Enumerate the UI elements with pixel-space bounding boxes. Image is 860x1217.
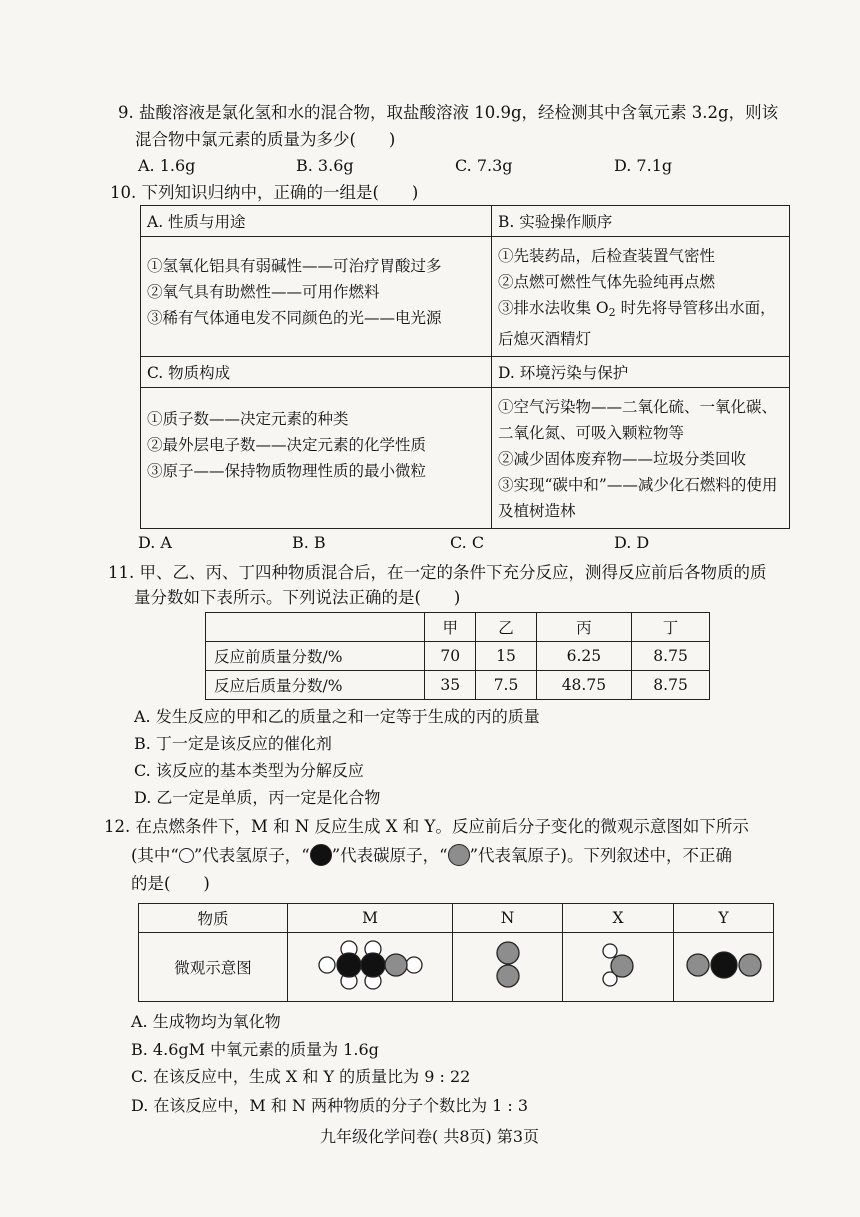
cell-a-head: A. 性质与用途 <box>141 206 492 237</box>
d-line-3: ③实现“碳中和”——减少化石燃料的使用及植树造林 <box>498 476 778 520</box>
row-label: 反应后质量分数/% <box>206 671 425 700</box>
c-line-1: ①质子数——决定元素的种类 <box>147 410 349 428</box>
table-cell: 35 <box>425 671 476 700</box>
q10-option-c: C. C <box>450 533 485 552</box>
table-cell: 6.25 <box>536 642 632 671</box>
table-cell: 48.75 <box>536 671 632 700</box>
q10-stem: 10. 下列知识归纳中，正确的一组是( ) <box>110 183 419 202</box>
header-y: Y <box>674 904 774 933</box>
hydrogen-atom-icon <box>179 848 194 863</box>
carbon-atom-icon <box>310 844 332 866</box>
header-jia: 甲 <box>425 613 476 642</box>
header-empty <box>206 613 425 642</box>
q11-option-c: C. 该反应的基本类型为分解反应 <box>134 761 364 780</box>
b-line-3: ③排水法收集 $O_2$ 时先将导管移出水面，后熄灭酒精灯 <box>498 299 776 348</box>
cell-d-head: D. 环境污染与保护 <box>492 357 790 388</box>
c-line-3: ③原子——保持物质物理性质的最小微粒 <box>147 462 427 480</box>
q11-option-a: A. 发生反应的甲和乙的质量之和一定等于生成的丙的质量 <box>134 707 540 726</box>
table-header-row <box>139 904 774 933</box>
cell-c-head: C. 物质构成 <box>141 357 492 388</box>
cell-b-head: B. 实验操作顺序 <box>492 206 790 237</box>
molecule-n-icon <box>453 933 563 1002</box>
b-line-2: ②点燃可燃性气体先验纯再点燃 <box>498 273 716 291</box>
cell-b-body <box>492 237 790 357</box>
q11-option-b: B. 丁一定是该反应的催化剂 <box>134 734 332 753</box>
cell-a-body <box>141 237 492 357</box>
q12-molecule-table <box>138 903 774 1002</box>
q9-option-c: C. 7.3g <box>455 156 513 175</box>
d-line-2: ②减少固体废弃物——垃圾分类回收 <box>498 450 747 468</box>
q11-option-d: D. 乙一定是单质，丙一定是化合物 <box>134 788 381 807</box>
q11-line2: 量分数如下表所示。下列说法正确的是( ) <box>134 588 461 607</box>
q11-line1: 11. 甲、乙、丙、丁四种物质混合后，在一定的条件下充分反应，测得反应前后各物质的质 <box>108 563 767 582</box>
q12-line3: 的是( ) <box>131 874 210 893</box>
table-cell: 70 <box>425 642 476 671</box>
q12-line1: 12. 在点燃条件下，M 和 N 反应生成 X 和 Y。反应前后分子变化的微观示意图如下所示 <box>104 817 749 836</box>
q12-line2: (其中“ ”代表氢原子，“ ”代表碳原子，“ ”代表氧原子)。下列叙述中，不正确 <box>131 846 732 865</box>
q10-option-d: D. D <box>614 533 650 552</box>
q9-option-b: B. 3.6g <box>296 156 354 175</box>
header-ding: 丁 <box>632 613 710 642</box>
q11-mass-fraction-table <box>205 612 710 700</box>
b-line-1: ①先装药品，后检查装置气密性 <box>498 247 716 265</box>
a-line-3: ③稀有气体通电发不同颜色的光——电光源 <box>147 309 442 327</box>
table-row <box>139 933 774 1002</box>
q12-option-b: B. 4.6gM 中氧元素的质量为 1.6g <box>131 1040 379 1059</box>
q12-option-d: D. 在该反应中，M 和 N 两种物质的分子个数比为 1 : 3 <box>131 1096 529 1115</box>
table-cell: 8.75 <box>632 671 710 700</box>
row-label: 微观示意图 <box>139 933 288 1002</box>
q10-knowledge-table <box>140 205 790 529</box>
molecule-x-icon <box>563 933 674 1002</box>
molecule-m-icon <box>288 933 453 1002</box>
table-cell: 8.75 <box>632 642 710 671</box>
header-yi: 乙 <box>476 613 536 642</box>
cell-d-body <box>492 388 790 529</box>
q9-option-d: D. 7.1g <box>614 156 673 175</box>
q10-option-b: B. B <box>292 533 326 552</box>
table-cell: 7.5 <box>476 671 536 700</box>
q12-option-a: A. 生成物均为氧化物 <box>131 1012 281 1031</box>
d-line-1: ①空气污染物——二氧化硫、一氧化碳、二氧化氮、可吸入颗粒物等 <box>498 398 778 442</box>
header-m: M <box>288 904 453 933</box>
header-x: X <box>563 904 674 933</box>
header-substance: 物质 <box>139 904 288 933</box>
q10-option-a: D. A <box>138 533 172 552</box>
q9-line1: 9. 盐酸溶液是氯化氢和水的混合物，取盐酸溶液 10.9g，经检测其中含氧元素 3.2g，则该 <box>118 103 779 122</box>
table-row <box>206 642 710 671</box>
page-footer: 九年级化学问卷( 共8页) 第3页 <box>320 1127 540 1146</box>
header-bing: 丙 <box>536 613 632 642</box>
a-line-1: ①氢氧化铝具有弱碱性——可治疗胃酸过多 <box>147 257 442 275</box>
q9-line2: 混合物中氯元素的质量为多少( ) <box>135 130 396 149</box>
c-line-2: ②最外层电子数——决定元素的化学性质 <box>147 436 427 454</box>
q12-option-c: C. 在该反应中，生成 X 和 Y 的质量比为 9 : 22 <box>131 1067 471 1086</box>
row-label: 反应前质量分数/% <box>206 642 425 671</box>
q9-option-a: A. 1.6g <box>138 156 196 175</box>
table-row <box>206 671 710 700</box>
molecule-y-icon <box>674 933 774 1002</box>
a-line-2: ②氧气具有助燃性——可用作燃料 <box>147 283 380 301</box>
oxygen-atom-icon <box>448 844 470 866</box>
cell-c-body <box>141 388 492 529</box>
table-header-row <box>206 613 710 642</box>
table-cell: 15 <box>476 642 536 671</box>
header-n: N <box>453 904 563 933</box>
